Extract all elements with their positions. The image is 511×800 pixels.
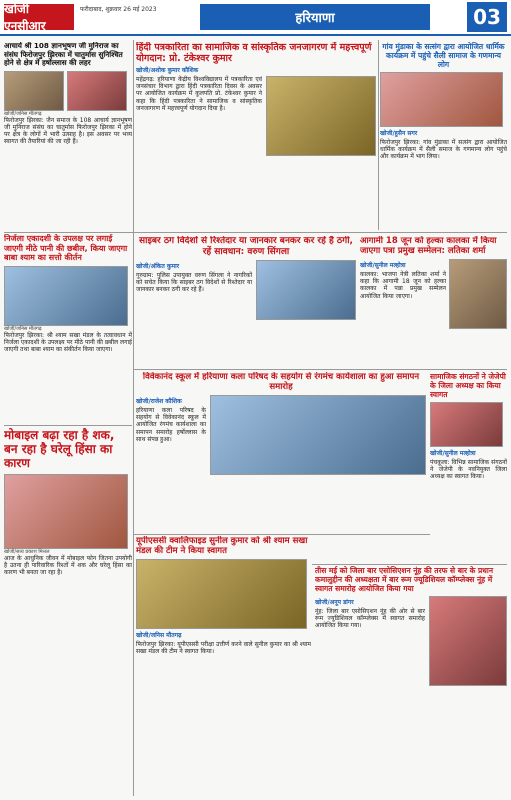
story-4 [380,42,507,230]
story-8-photo [4,474,128,549]
story-11-body: नूंह: जिला बार एसोसिएशन नूंह की ओर से बार रूम ज्यूडिशियल कॉम्प्लेक्स में स्वागत समारोह आयोजित किया गया। [315,608,425,630]
masthead [0,0,511,36]
story-10-body: फिरोजपुर झिरका: यूपीएससी परीक्षा उत्तीर्ण करने वाले सुनील कुमार का श्री श्याम सखा मंडल की टीम ने स्वागत किया। [136,641,311,656]
story-5-title: साइबर ठग विदेशों से रिश्तेदार या जानकार बनकर कर रहें हैं ठगी, रहें सावधान: वरुण सिंगला [139,236,353,257]
story-5 [136,236,356,366]
brand-logo: खोजी एनसीआर [4,4,74,30]
row-rule [134,369,507,370]
row-rule [4,425,132,426]
story-9-body: पंचकूला: विभिन्न सामाजिक संगठनों ने जेजेपी के नवनियुक्त जिला अध्यक्ष का स्वागत किया। [430,459,507,481]
story-10 [136,536,311,796]
story-9 [430,372,507,562]
story-3-body: महेंद्रगढ़: हरियाणा केंद्रीय विश्वविद्यालय में पत्रकारिता एवं जनसंचार विभाग द्वारा हिंदी पत्रकारिता दिवस के अवसर पर आयोजित कार्यक्रम में कुलपति प्रो. टंकेश्वर कुमार ने कहा कि हिंदी पत्रकारिता ने सामाजिक व सांस्कृतिक जनजागरण में महत्त्वपूर्ण योगदान दिया है। [136,76,262,112]
column-rule [378,40,379,230]
story-7-photo [210,395,426,475]
story-5-body: गुरुग्राम: पुलिस उपायुक्त वरुण सिंगला ने नागरिकों को सचेत किया कि साइबर ठग विदेशों से रिश्तेदार या जानकार बनकर ठगी कर रहे हैं। [136,272,252,294]
story-6-body: कालका: भाजपा नेत्री लतिका शर्मा ने कहा कि आगामी 18 जून को हल्का कालका में पन्ना प्रमुख सम्मेलन आयोजित किया जाएगा। [360,271,446,300]
story-2-caption: खोजी/जनिस मौतगढ़ [4,325,42,332]
story-7-title: विवेकानंद स्कूल में हरियाणा कला परिषद के सहयोग से रंगमंच कार्यशाला का हुआ समापन समारोह [142,372,420,392]
story-7-byline: खोजी/राजेश कौशिक [136,398,182,405]
story-11-photo [429,596,507,686]
story-11-title: तीस मई को जिला बार एसोसिएशन नूंह की तरफ से बार के प्रधान कमालुद्दीन की अध्यक्षता में बार रूम ज्यूडिशियल कॉम्प्लेक्स नूंह में स्वागत समारोह आयोजित किया गया [315,566,493,593]
story-3-title: हिंदी पत्रकारिता का सामाजिक व सांस्कृतिक जनजागरण में महत्त्वपूर्ण योगदान: प्रो. टंकेश्वर कुमार [136,42,372,64]
row-rule [4,232,507,233]
story-1-title: आचार्य श्री 108 ज्ञानभूषण जी मुनिराज का संसंघ फिरोजपुर झिरका में चातुर्मास सुनिश्चित होने से क्षेत्र में हर्षोल्लास की लहर [4,42,123,67]
column-rule [133,40,134,796]
story-6-byline: खोजी/सुनील मल्होत्रा [360,262,406,269]
story-4-title: गांव मुंडाका के सत्संग द्वारा आयोजित धार्मिक कार्यक्रम में पहुंचे सैली सामाज के गणमान्य लोग [382,42,505,69]
story-2 [4,234,132,422]
story-5-byline: खोजी/अंकित कुमार [136,263,180,270]
story-8 [4,428,132,796]
story-1-photo-2 [67,71,127,111]
row-rule [134,534,430,535]
story-1-photo-1 [4,71,64,111]
row-rule [312,564,507,565]
story-8-title: मोबाइल बढ़ा रहा है शक, बन रहा है घरेलू हिंसा का कारण [4,428,115,470]
story-3-byline: खोजी/अशोक कुमार कौशिक [136,67,199,74]
story-8-body: आज के आधुनिक जीवन में मोबाइल फोन जितना उपयोगी है उतना ही पारिवारिक रिश्तों में शक और घरेलू हिंसा का कारण भी बनता जा रहा है। [4,555,132,577]
page-number: 03 [467,2,507,32]
story-1-caption: खोजी/जनिस मौतगढ़ [4,110,42,117]
story-6-title: आगामी 18 जून को हल्का कालका में किया जाएगा पत्रा प्रमुख सम्मेलन: लतिका शर्मा [360,236,497,256]
story-8-caption: खोजी/सत्य प्रकाश मित्तल [4,549,50,555]
story-9-byline: खोजी/सुनील मल्होत्रा [430,450,476,457]
story-6-photo [449,259,507,329]
story-7 [136,372,426,532]
story-4-photo [380,72,503,127]
story-11 [315,566,507,796]
story-10-title: यूपीएससी क्वालिफाइड सुनील कुमार को श्री श्याम सखा मंडल की टीम ने किया स्वागत [136,536,308,556]
story-2-title: निर्जला एकादशी के उपलक्ष पर लगाई जाएगी मीठे पानी की छबील, किया जाएगा बाबा श्याम का सत्तो कीर्तन [4,234,128,262]
story-2-photo [4,266,128,326]
story-10-photo [136,559,307,629]
dateline: फरीदाबाद, शुक्रवार 26 मई 2023 [80,6,157,13]
story-11-byline: खोजी/अनूप डांगर [315,599,354,606]
story-6 [360,236,507,366]
story-5-photo [256,260,356,320]
section-title: हरियाणा [200,4,430,30]
story-3 [136,42,376,232]
story-3-photo [266,76,376,156]
story-10-byline: खोजी/जनिस मौतगढ़ [136,632,182,639]
story-4-byline: खोजी/हुसैन सगर [380,130,418,137]
story-7-body: हरियाणा कला परिषद के सहयोग से विवेकानंद स्कूल में आयोजित रंगमंच कार्यशाला का समापन समारोह हर्षोल्लास के साथ संपन्न हुआ। [136,407,206,443]
story-2-body: फिरोजपुर झिरका: श्री श्याम सखा मंडल के तत्वावधान में निर्जला एकादशी के उपलक्ष्य पर मीठे पानी की छबील लगाई जाएगी तथा बाबा श्याम का संकीर्तन किया जाएगा। [4,331,132,353]
story-9-photo [430,402,503,447]
story-4-body: फिरोजपुर झिरका: गांव मुंडाका में सत्संग द्वारा आयोजित धार्मिक कार्यक्रम में सैली समाज के गणमान्य लोग पहुंचे और कार्यक्रम में भाग लिया। [380,139,507,161]
story-9-title: सामाजिक संगठनों ने जेजेपी के जिला अध्यक्ष का किया स्वागत [430,372,506,399]
story-1-body: फिरोजपुर झिरका: जैन समाज के 108 आचार्य ज्ञानभूषण जी मुनिराज संसंघ का चातुर्मास फिरोजपुर झिरका में होने पर क्षेत्र के लोगों में भारी उत्साह है। इस अवसर पर भव्य स्वागत की तैयारियां की जा रही हैं। [4,116,132,146]
story-1 [4,42,132,230]
